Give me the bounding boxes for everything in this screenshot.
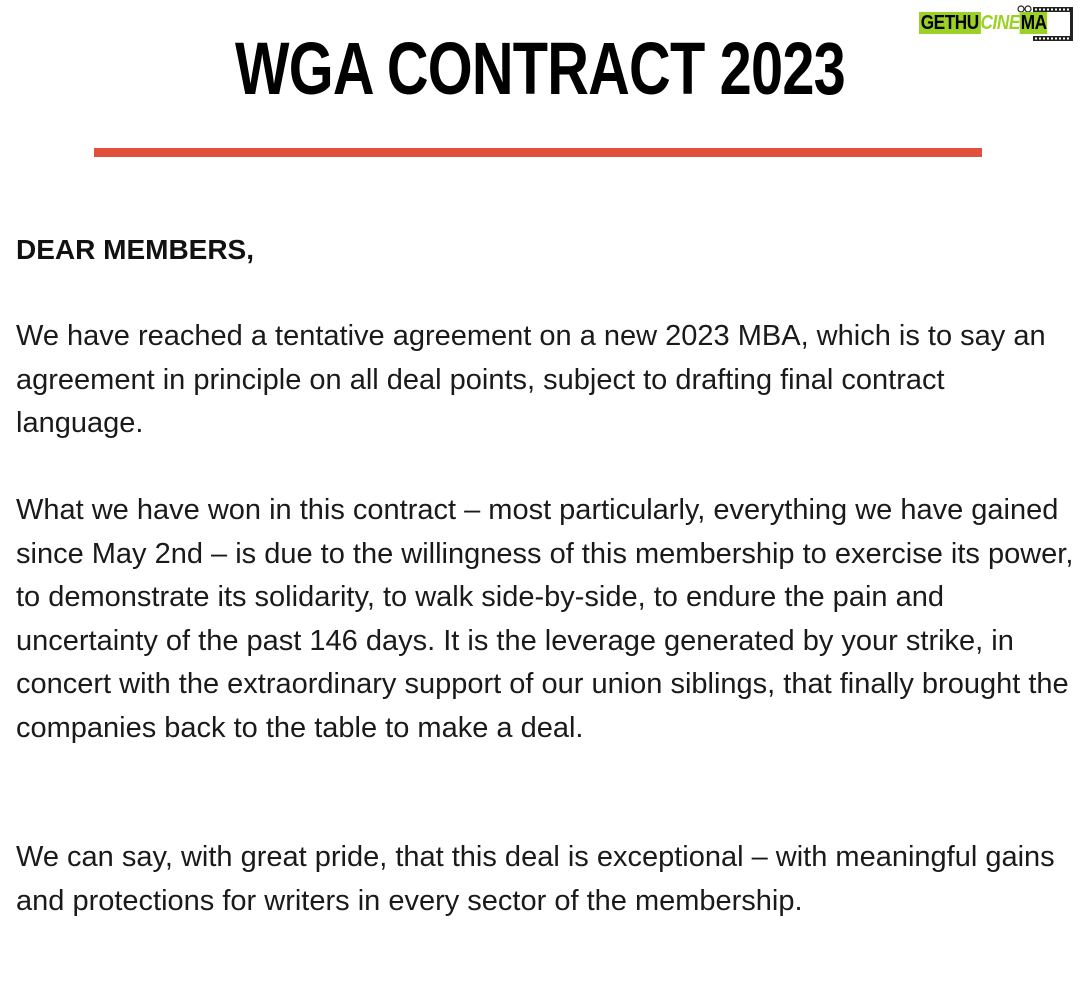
- logo-text-part3: MA: [1020, 12, 1047, 34]
- letter-paragraph: We can say, with great pride, that this deal is exceptional – with meaningful gains and protections for writers in every sector of the membership.: [16, 841, 1055, 917]
- logo-text-part1: GETHU: [920, 12, 979, 34]
- logo-text-part2: CINE: [980, 12, 1020, 34]
- letter-paragraph: We have reached a tentative agreement on a new 2023 MBA, which is to say an agreement in principle on all deal points, subject to drafting final contract language.: [16, 320, 1046, 439]
- title-divider: [94, 148, 982, 157]
- letter-paragraph: What we have won in this contract – most particularly, everything we have gained since May 2nd – is due to the willingness of this membership to exercise its power, to demonstrate its solidarity, to walk side-by-side, to endure the pain and uncertainty of the past 146 days. It is the leverage generated by your strike, in concert with the extraordinary support of our union siblings, that finally brought the companies back to the table to make a deal.: [16, 494, 1074, 744]
- logo-wordmark: [919, 12, 1047, 34]
- page-title: WGA CONTRACT 2023: [235, 27, 845, 110]
- watermark-logo: [917, 4, 1075, 42]
- letter-salutation: DEAR MEMBERS,: [16, 234, 255, 265]
